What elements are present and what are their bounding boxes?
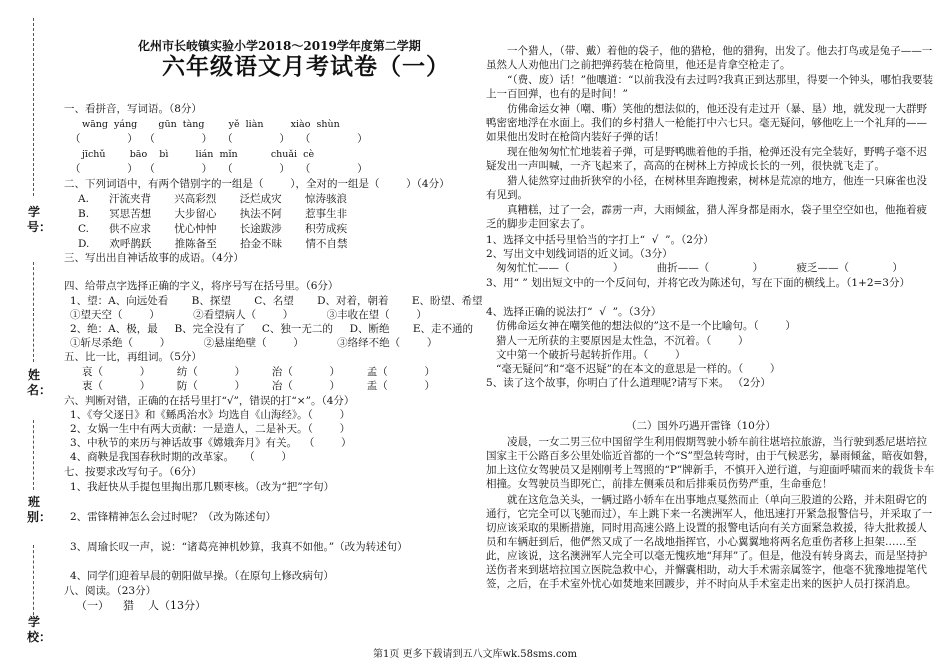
q4-line4: ①斩尽杀绝（ ） ②悬崖绝壁（ ） ③络绎不绝（ ）: [70, 337, 438, 349]
q8-heading: 八、阅读。（23分）: [64, 585, 157, 597]
q1-blank-row1: （ ） （ ） （ ） （ ）: [70, 133, 368, 145]
reading1-paragraph-4: 现在他匆匆忙忙地装着子弹，可是野鸭瞧着他的手指，枪弹还没有完全装好，野鸭子毫不迟疑发出一声叫喊，一齐飞起来了，高高的在树林上方掉成长长的一列，很快就飞走了。: [486, 146, 927, 172]
rq-line3: 匆匆忙忙——（ ） 曲折——（ ） 疲乏——（ ）: [496, 262, 903, 274]
reading1-title: （一） 猎 人（13分）: [76, 599, 206, 612]
reading1-paragraph-2: “（费、废）话！”他嚷道：“以前我没有去过吗?我真正到达那里，得要一个钟头，哪怕我要装上一百回弹，也有的是时间！”: [486, 74, 933, 100]
reading1-paragraph-5: 猎人徒然穿过曲折狭窄的小径，在树林里奔跑搜索，树林是荒凉的地方，他连一只麻雀也没有见到。: [486, 175, 927, 201]
q7-line2: 2、雷锋精神怎么会过时呢？（改为陈述句）: [70, 511, 277, 523]
rq-line5: 4、选择正确的说法打“ √ ”。（3分）: [486, 306, 662, 318]
page-footer: 第1页 更多下载请到五八文库wk.58sms.com: [372, 649, 578, 660]
q5-heading: 五、比一比，再组词。（5分）: [64, 351, 202, 363]
q7-heading: 七、按要求改写句子。（6分）: [64, 466, 202, 478]
q7-line4: 4、同学们迎着早晨的朝阳做早操。（在原句上修改病句）: [70, 570, 334, 582]
reading1-paragraph-6: 真糟糕，过了一会，霹雳一声，大雨倾盆，猎人浑身都是雨水，袋子里空空如也，他拖着疲乏的脚步走回家去了。: [486, 204, 927, 230]
rq-line7: 猎人一无所获的主要原因是太性急，不沉着。（ ）: [496, 335, 749, 347]
rq-line1: 1、选择文中括号里恰当的字打上“ √ ”。（2分）: [486, 234, 714, 246]
cut-line: [33, 545, 34, 615]
reading2-paragraph-2: 就在这危急关头，一辆过路小轿车在出事地点戛然而止（单向三股道的公路，并未阻碍它的通行，它完全可以飞驰而过），车上跳下来一名澳洲军人，他迅速打开紧急报警信号，并采取了一切应该采取的果断措施，同时用高速公路上设置的报警电话向有关方面紧急救援，待大批救援人员和车辆赶到后，他俨然又成了一名战地指挥官，小心翼翼地将两名危重伤者移上担架……至此，应该说，这名澳洲军人完全可以毫无愧疚地“拜拜”了。但是，他没有转身离去，而是坚持护送伤者来到堪培拉国立医院急救中心，并懈囊相助，动大手术需亲属签字，他毫不犹豫地提笔代签，之后，在手术室外忧心如焚地来回踱步，并不时向从手术室走出来的医护人员打探消息。: [486, 494, 933, 590]
q2-option-c: C. 供不应求 忧心忡忡 长途跋涉 积劳成疾: [78, 223, 348, 235]
q6-line3: 3、中秋节的来历与神话故事《嫦娥奔月》有关。 （ ）: [70, 437, 352, 449]
reading1-paragraph-3: 仿佛命运女神（嘲、嘶）笑他的想法似的，他还没有走过开（暴、垦）地，就发现一大群野鸭密密地浮在水面上。我们的乡村猎人一枪能打中六七只。毫无疑问，够他吃上一个礼拜的——如果他出发时在枪筒内装好子弹的话！: [486, 103, 927, 143]
q6-line4: 4、商鞅是我国春秋时期的改革家。 （ ）: [70, 451, 292, 463]
q4-line3: 2、绝：A、极，最 B、完全没有了 C、独一无二的 D、断绝 E、走不通的: [70, 323, 474, 335]
rq-line6: 仿佛命运女神在嘲笑他的想法似的”这不是一个比喻句。（ ）: [496, 320, 796, 332]
rq-line10: 5、读了这个故事，你明白了什么道理呢?请写下来。 （2分）: [486, 377, 771, 389]
left-column: [60, 0, 483, 671]
rq-line2: 2、写出文中划线词语的近义词。（3分）: [486, 248, 673, 260]
reading2-paragraph-1: 凌晨，一女二男三位中国留学生利用假期驾驶小轿车前往堪培拉旅游，当行驶到悉尼堪培拉国家主干公路百多公里处临近首都的一个“S”型急转弯时，由于气候恶劣，暴雨倾盆，暗夜如磐，加上这位女驾驶员又是刚刚考上驾照的“P”牌新手，不慎开入逆行道，与迎面呼啸而来的载货卡车相撞。女驾驶员当即死亡，前排左侧乘员和后排乘员伤势严重，生命垂危！: [486, 436, 935, 490]
reading2-title: （二）国外巧遇开雷锋（10分）: [626, 420, 776, 432]
right-column: [486, 0, 942, 671]
q1-heading: 一、看拼音，写词语。（8分）: [64, 103, 202, 115]
q6-heading: 六、判断对错，正确的在括号里打“√”，错误的打“×”。（4分）: [64, 395, 355, 407]
q6-line2: 2、女娲一生中有两大贡献：一是造人，二是补天。（ ）: [70, 423, 351, 435]
class-label: 班别：: [27, 495, 52, 524]
binding-margin: [0, 0, 56, 671]
cut-line: [33, 18, 34, 196]
school-term: 化州市长岐镇实验小学2018～2019学年度第二学期: [138, 39, 421, 53]
page-title: 六年级语文月考试卷（一）: [162, 53, 450, 80]
reading1-paragraph-1: 一个猎人，（带、戴）着他的袋子，他的猎枪，他的猎狗，出发了。他去打鸟或是兔子——一虽然人人劝他出门之前把弹药装在枪筒里，他还是肯拿空枪走了。: [486, 45, 933, 71]
q4-line1: 1、望：A、向远处看 B、探望 C、名望 D、对着，朝着 E、盼望、希望: [70, 295, 483, 307]
q5-row1: 哀（ ） 纺（ ） 治（ ） 孟（ ）: [82, 366, 435, 378]
q2-heading: 二、下列词语中，有两个错别字的一组是（ ），全对的一组是（ ）（4分）: [64, 178, 450, 190]
student-name-label: 姓名：: [27, 368, 52, 397]
q6-line1: 1、《夸父逐日》和《鲧禹治水》均选自《山海经》。（ ）: [70, 409, 351, 421]
cut-line: [33, 262, 34, 362]
q4-heading: 四、给带点字选择正确的字义，将序号写在括号里。（6分）: [64, 280, 339, 292]
cut-line: [33, 420, 34, 490]
q2-option-b: B. 冥思苦想 大步留心 执法不阿 惹事生非: [78, 208, 348, 220]
q7-line3: 3、周瑜长叹一声，说：“诸葛亮神机妙算，我真不如他。”（改为转述句）: [70, 541, 408, 553]
rq-line9: “毫无疑问”和“毫不迟疑”的在本文的意思是一样的。（ ）: [496, 363, 781, 375]
q2-option-a: A. 汗流夹背 兴高彩烈 泛烂成灾 惊涛骇浪: [78, 193, 348, 205]
q3-heading: 三、写出出自神话故事的成语。（4分）: [64, 252, 244, 264]
q5-row2: 衷（ ） 防（ ） 冶（ ） 盂（ ）: [82, 380, 435, 392]
q1-pinyin-row2: jīchǔ bāo bì lián mǐn chuǎi cè: [82, 149, 315, 160]
rq-line4: 3、用“ ” 划出短文中的一个反问句，并将它改为陈述句，写在下面的横线上。（1+2=3分）: [486, 277, 910, 289]
q7-line1: 1、我赶快从手提包里掏出那几颗枣核。（改为“把”字句）: [70, 481, 335, 493]
rq-line8: 文中第一个破折号起转折作用。（ ）: [496, 349, 686, 361]
q1-pinyin-row1: wāng yáng gūn tàng yě liàn xiào shùn: [82, 119, 340, 130]
q4-line2: ①望天空（ ） ②看望病人（ ） ③丰收在望（ ）: [70, 309, 427, 321]
student-number-label: 学号：: [27, 205, 52, 234]
q2-option-d: D. 欢呼鹊跃 推陈备至 拾金不昧 情不自禁: [78, 238, 348, 250]
q1-blank-row2: （ ） （ ） （ ） （ ）: [70, 163, 368, 175]
school-label: 学校：: [27, 615, 52, 644]
